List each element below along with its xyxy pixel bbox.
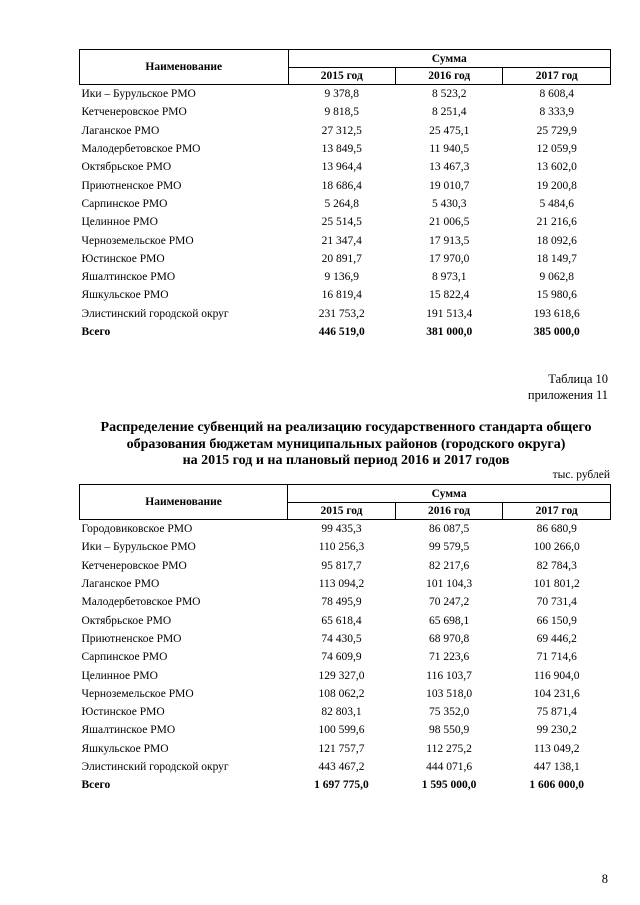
amount-2017: 116 904,0 <box>533 669 580 682</box>
table-row <box>80 158 611 176</box>
district-name: Малодербетовское РМО <box>81 596 201 609</box>
district-name: Ики – Бурульское РМО <box>81 88 196 101</box>
amount-2015: 443 467,2 <box>318 761 365 773</box>
district-name: Черноземельское РМО <box>81 234 194 247</box>
total-2016: 381 000,0 <box>426 326 473 338</box>
amount-2017: 13 602,0 <box>536 161 577 174</box>
amount-2015: 18 686,4 <box>321 179 362 192</box>
table-row <box>80 122 611 140</box>
total-2016: 1 595 000,0 <box>421 779 477 792</box>
table-caption <box>528 371 608 403</box>
amount-2016: 444 071,6 <box>426 761 473 773</box>
amount-2016: 25 475,1 <box>429 124 470 137</box>
amount-2015: 82 803,1 <box>321 706 362 719</box>
table-row <box>80 648 611 666</box>
table2-header-name: Наименование <box>80 485 288 520</box>
units-label: тыс. рублей <box>552 469 610 481</box>
amount-2015: 113 094,2 <box>318 578 365 591</box>
amount-2016: 65 698,1 <box>428 614 470 627</box>
table-row <box>80 758 611 776</box>
table-row <box>80 176 611 194</box>
amount-2016: 71 223,6 <box>428 651 470 664</box>
district-name: Юстинское РМО <box>81 706 165 719</box>
district-name: Малодербетовское РМО <box>81 143 201 156</box>
district-name: Сарпинское РМО <box>81 197 168 210</box>
amount-2016: 19 010,7 <box>429 179 470 192</box>
amount-2015: 9 818,5 <box>324 106 359 119</box>
amount-2015: 65 618,4 <box>321 614 362 627</box>
table1-header-name: Наименование <box>80 50 289 85</box>
amount-2016: 8 523,2 <box>431 88 467 101</box>
amount-2017: 8 608,4 <box>539 88 574 101</box>
total-2017: 1 606 000,0 <box>529 779 584 792</box>
amount-2017: 100 266,0 <box>533 541 580 554</box>
district-name: Элистинский городской округ <box>81 307 229 320</box>
district-name: Лаганское РМО <box>81 124 160 137</box>
table-row <box>80 611 611 629</box>
amount-2015: 21 347,4 <box>321 234 362 247</box>
amount-2017: 18 149,7 <box>536 252 577 265</box>
amount-2017: 5 484,6 <box>539 197 574 210</box>
district-name: Приютненское РМО <box>81 179 182 192</box>
district-name: Кетченеровское РМО <box>81 106 187 119</box>
total-label: Всего <box>81 326 111 338</box>
table1-header-year: 2017 год <box>503 68 611 85</box>
appendix-label: приложения 11 <box>527 388 608 402</box>
table-row <box>80 740 611 758</box>
table-row <box>80 703 611 721</box>
amount-2016: 101 104,3 <box>426 578 473 591</box>
amount-2017: 19 200,8 <box>536 179 577 192</box>
amount-2016: 103 518,0 <box>426 687 473 700</box>
amount-2016: 17 913,5 <box>429 234 470 247</box>
amount-2017: 15 980,6 <box>536 289 577 302</box>
table-row <box>80 103 611 121</box>
table-row <box>80 268 611 286</box>
title-line-1: Распределение субвенций на реализацию государственного стандарта общего <box>100 420 592 435</box>
amount-2016: 116 103,7 <box>426 669 472 682</box>
district-name: Яшалтинское РМО <box>81 724 176 737</box>
amount-2015: 121 757,7 <box>318 742 365 755</box>
page-title <box>70 420 622 470</box>
total-2015: 446 519,0 <box>318 326 365 338</box>
amount-2016: 68 970,8 <box>428 632 470 645</box>
district-name: Кетченеровское РМО <box>81 559 187 572</box>
district-name: Юстинское РМО <box>81 252 165 265</box>
table-row <box>80 250 611 268</box>
district-name: Октябрьское РМО <box>81 161 172 174</box>
amount-2016: 98 550,9 <box>428 724 470 737</box>
amount-2016: 15 822,4 <box>429 289 470 302</box>
subvention-table-1 <box>79 49 611 341</box>
table1-header-year: 2015 год <box>288 68 395 85</box>
amount-2016: 191 513,4 <box>426 307 473 320</box>
district-name: Октябрьское РМО <box>81 614 172 627</box>
district-name: Сарпинское РМО <box>81 651 168 664</box>
table2-header-year: 2015 год <box>288 503 396 520</box>
district-name: Яшкульское РМО <box>81 742 169 755</box>
amount-2015: 231 753,2 <box>318 307 365 320</box>
amount-2016: 99 579,5 <box>428 541 470 554</box>
table2-header-sum: Сумма <box>288 485 611 503</box>
amount-2015: 27 312,5 <box>321 124 362 137</box>
table1-header-sum: Сумма <box>288 50 611 68</box>
district-name: Целинное РМО <box>81 216 158 229</box>
total-row <box>80 776 611 794</box>
district-name: Городовиковское РМО <box>81 523 193 536</box>
amount-2017: 70 731,4 <box>536 596 577 609</box>
amount-2016: 8 973,1 <box>431 271 467 284</box>
table-row <box>80 575 611 593</box>
amount-2017: 12 059,9 <box>536 143 577 156</box>
amount-2015: 129 327,0 <box>318 669 365 682</box>
table-row <box>80 666 611 684</box>
amount-2015: 9 136,9 <box>324 271 359 284</box>
amount-2016: 75 352,0 <box>428 706 470 719</box>
subvention-table-2 <box>79 484 611 794</box>
amount-2017: 66 150,9 <box>536 614 577 627</box>
table2-header-year: 2017 год <box>503 503 611 520</box>
amount-2015: 25 514,5 <box>321 216 362 229</box>
table1-header-year: 2016 год <box>395 68 502 85</box>
table-row <box>80 630 611 648</box>
total-row <box>80 323 611 341</box>
amount-2015: 100 599,6 <box>318 724 365 737</box>
total-label: Всего <box>81 779 111 792</box>
table2-header-year: 2016 год <box>395 503 503 520</box>
amount-2015: 16 819,4 <box>321 289 362 302</box>
amount-2017: 104 231,6 <box>533 687 580 700</box>
amount-2017: 113 049,2 <box>533 742 580 755</box>
amount-2015: 74 430,5 <box>321 632 362 645</box>
table-row <box>80 286 611 304</box>
district-name: Яшкульское РМО <box>81 289 169 302</box>
district-name: Целинное РМО <box>81 669 158 682</box>
title-line-3: на 2015 год и на плановый период 2016 и 2017 годов <box>182 453 510 468</box>
amount-2015: 110 256,3 <box>318 541 365 554</box>
district-name: Черноземельское РМО <box>81 687 194 700</box>
amount-2016: 70 247,2 <box>428 596 470 609</box>
total-2017: 385 000,0 <box>533 326 580 338</box>
table-row <box>80 593 611 611</box>
amount-2015: 5 264,8 <box>324 197 359 210</box>
table-row <box>80 557 611 575</box>
amount-2015: 74 609,9 <box>321 651 362 664</box>
amount-2017: 99 230,2 <box>536 724 577 737</box>
amount-2015: 13 964,4 <box>321 161 362 174</box>
amount-2017: 101 801,2 <box>533 578 580 591</box>
district-name: Элистинский городской округ <box>81 761 229 773</box>
table-row <box>80 305 611 323</box>
table-number-label: Таблица 10 <box>548 372 608 386</box>
amount-2017: 9 062,8 <box>539 271 574 284</box>
district-name: Приютненское РМО <box>81 632 182 645</box>
total-2015: 1 697 775,0 <box>314 779 369 792</box>
district-name: Ики – Бурульское РМО <box>81 541 196 554</box>
title-line-2: образования бюджетам муниципальных районов (городского округа) <box>126 436 566 452</box>
table-row <box>80 231 611 249</box>
amount-2016: 8 251,4 <box>431 106 467 119</box>
amount-2015: 95 817,7 <box>321 559 362 572</box>
amount-2017: 69 446,2 <box>536 632 577 645</box>
amount-2016: 21 006,5 <box>429 216 470 229</box>
amount-2015: 108 062,2 <box>318 687 365 700</box>
table-row <box>80 538 611 556</box>
page-number: 8 <box>601 872 608 886</box>
amount-2016: 112 275,2 <box>426 742 472 755</box>
district-name: Яшалтинское РМО <box>81 271 176 284</box>
district-name: Лаганское РМО <box>81 578 160 591</box>
amount-2015: 9 378,8 <box>324 88 359 101</box>
amount-2016: 5 430,3 <box>431 197 467 210</box>
amount-2017: 447 138,1 <box>533 761 580 773</box>
table-row <box>80 213 611 231</box>
amount-2017: 8 333,9 <box>539 106 574 119</box>
amount-2015: 13 849,5 <box>321 143 362 156</box>
table-row <box>80 721 611 739</box>
table-row <box>80 195 611 213</box>
amount-2017: 18 092,6 <box>536 234 577 247</box>
table-row <box>80 520 611 539</box>
amount-2017: 21 216,6 <box>536 216 577 229</box>
amount-2016: 17 970,0 <box>429 252 470 265</box>
amount-2016: 11 940,5 <box>429 143 470 156</box>
amount-2017: 25 729,9 <box>536 124 577 137</box>
amount-2017: 71 714,6 <box>536 651 577 664</box>
amount-2016: 13 467,3 <box>429 161 470 174</box>
table-row <box>80 85 611 104</box>
table-row <box>80 685 611 703</box>
amount-2015: 20 891,7 <box>321 252 362 265</box>
amount-2017: 86 680,9 <box>536 523 577 536</box>
amount-2016: 86 087,5 <box>428 523 470 536</box>
amount-2017: 82 784,3 <box>536 559 577 572</box>
amount-2017: 75 871,4 <box>536 706 577 719</box>
amount-2017: 193 618,6 <box>533 307 580 320</box>
table-row <box>80 140 611 158</box>
amount-2015: 99 435,3 <box>321 523 362 536</box>
amount-2016: 82 217,6 <box>428 559 470 572</box>
amount-2015: 78 495,9 <box>321 596 362 609</box>
